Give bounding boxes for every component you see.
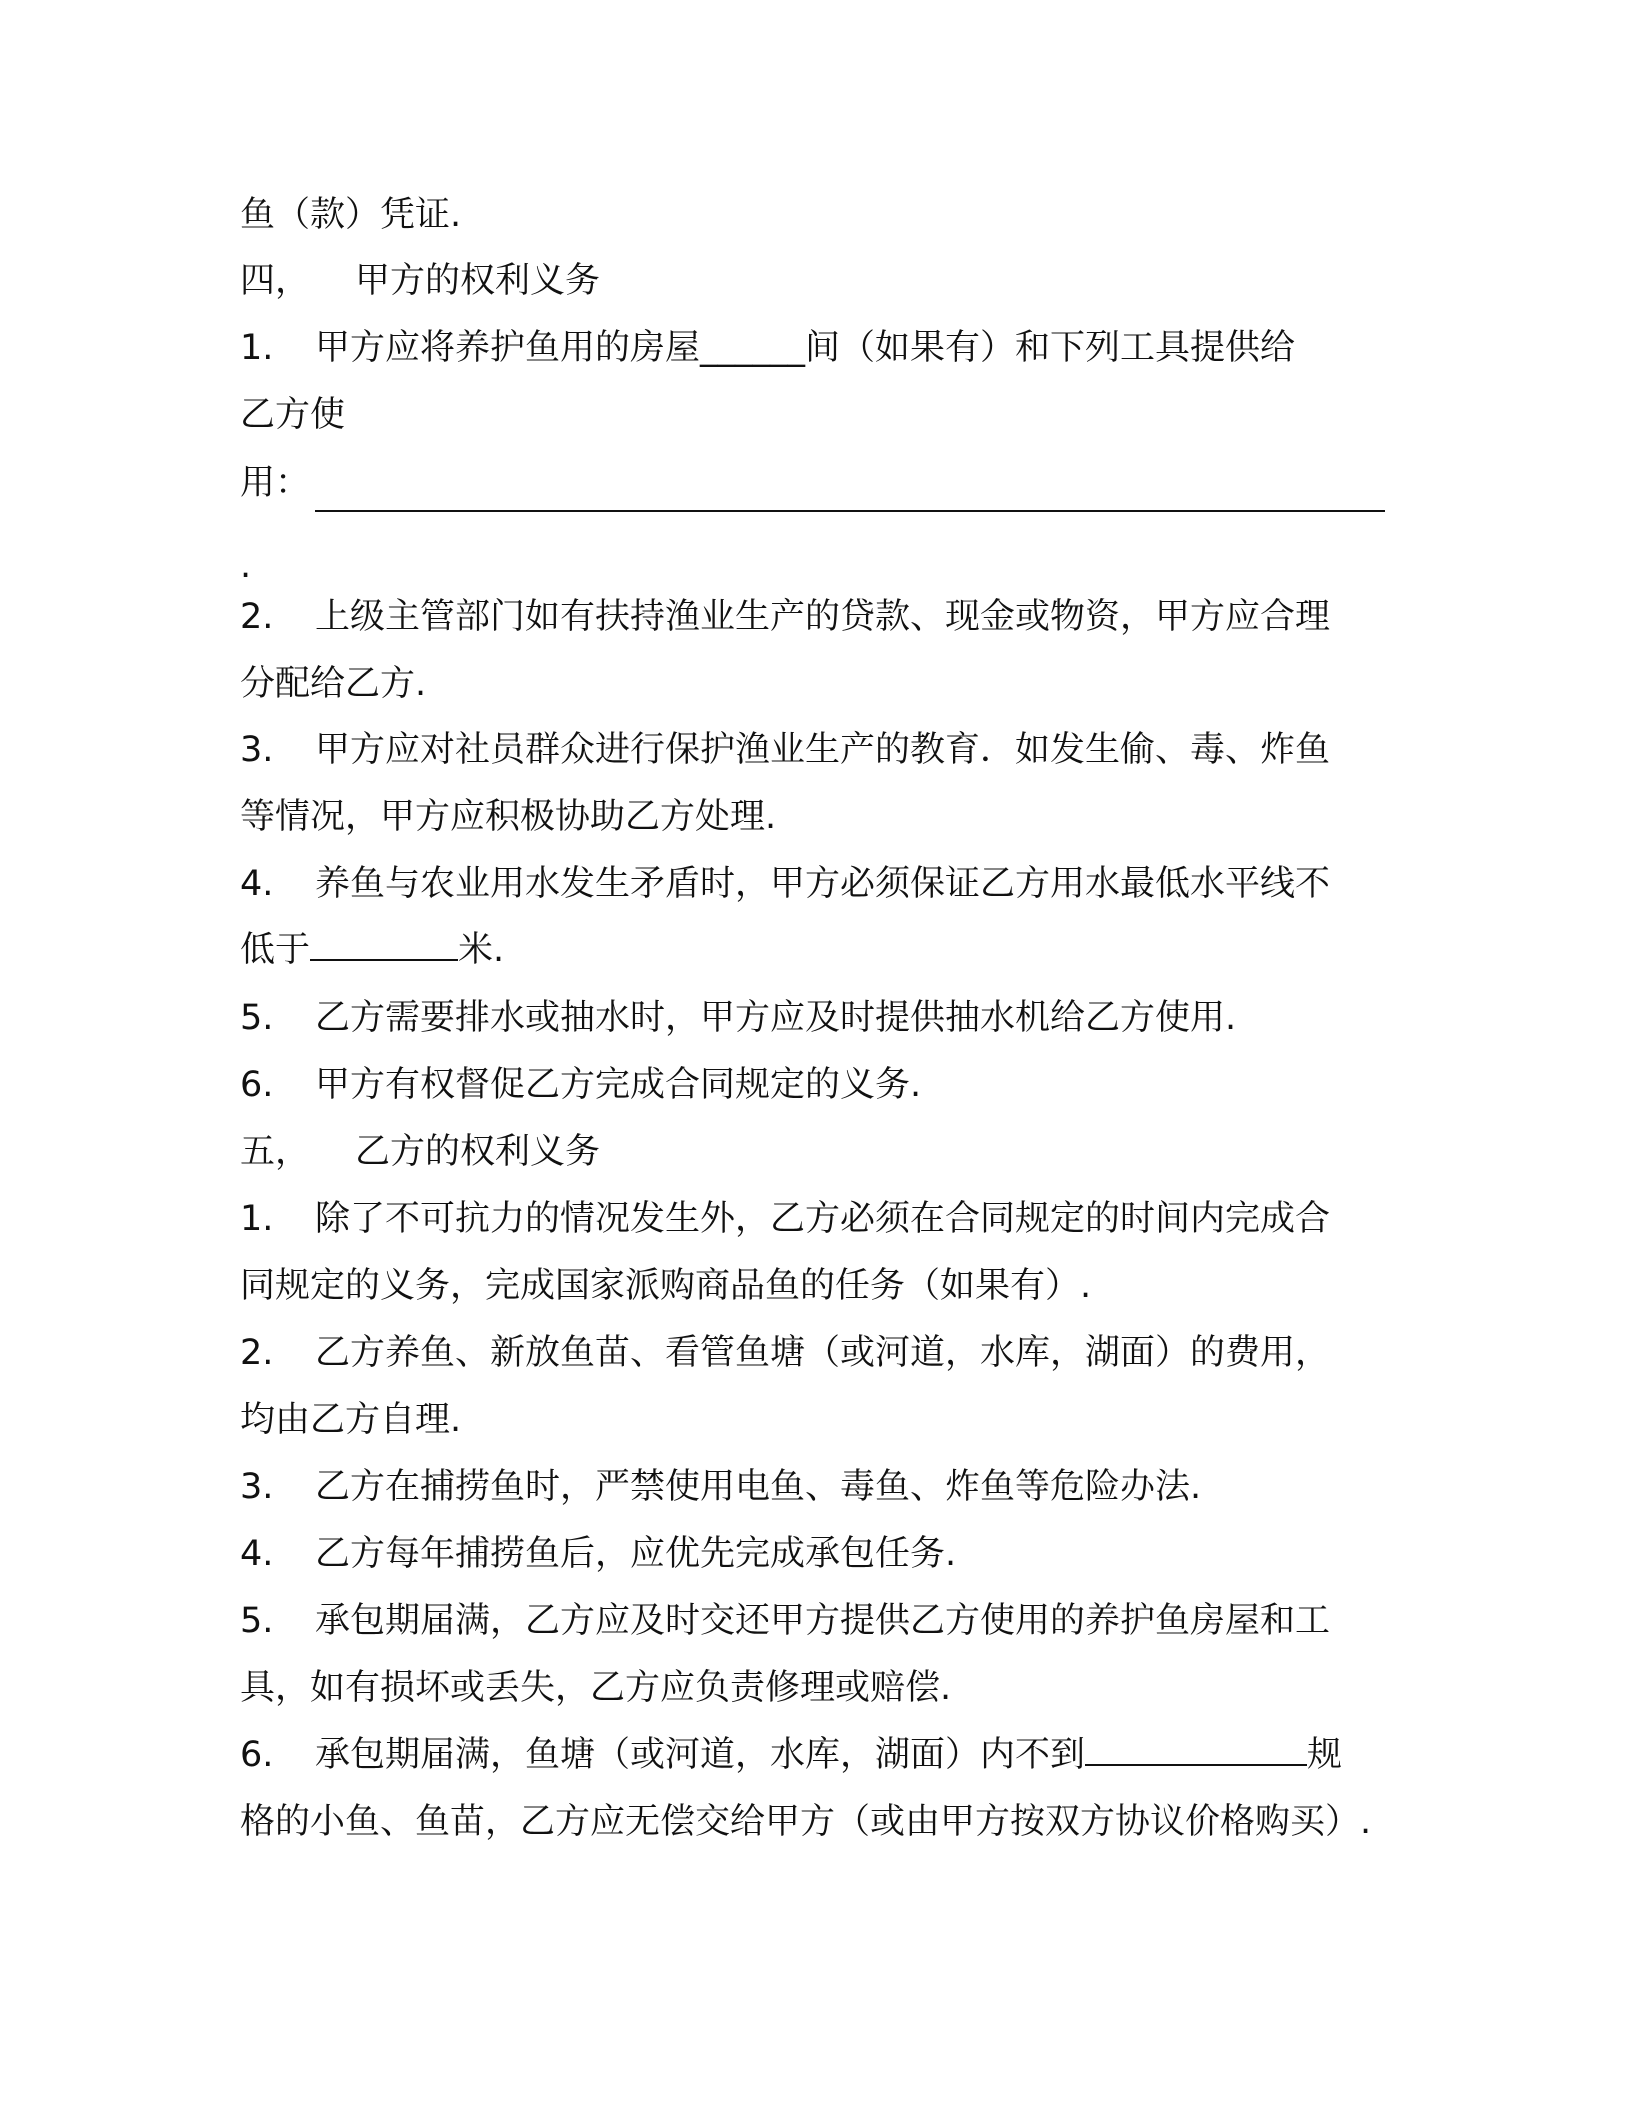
list-item [240,1325,1390,1381]
list-item [240,589,1390,645]
item-text: 甲方有权督促乙方完成合同规定的义务. [315,1065,922,1105]
fill-in-blank-line [1085,1730,1307,1766]
list-item [240,856,1390,912]
item-number: 3. [240,730,274,770]
paragraph-text: 低于 [240,930,311,970]
paragraph-text: 格的小鱼、鱼苗，乙方应无偿交给甲方（或由甲方按双方协议价格购买）. [240,1802,1372,1842]
item-number: 2. [240,1333,274,1373]
text-line [240,922,1390,978]
item-number: 4. [240,864,274,904]
item-number: 4. [240,1534,274,1574]
section-heading [240,1124,1390,1180]
item-number: 5. [240,998,274,1038]
paragraph-text: . [240,546,252,586]
text-line [240,1392,1390,1448]
list-item [240,1057,1390,1113]
text-line [240,538,251,594]
item-text: 乙方养鱼、新放鱼苗、看管鱼塘（或河道，水库，湖面）的费用， [315,1333,1331,1373]
paragraph-text: 乙方使 [240,395,346,435]
item-text: 除了不可抗力的情况发生外，乙方必须在合同规定的时间内完成合 [315,1199,1331,1239]
text-line [240,455,1390,511]
paragraph-text: 具，如有损坏或丢失，乙方应负责修理或赔偿. [240,1668,952,1708]
item-text: 上级主管部门如有扶持渔业生产的贷款、现金或物资，甲方应合理 [315,597,1331,637]
list-item [240,1593,1390,1649]
text-line [240,1258,1390,1314]
list-item [240,722,1390,778]
item-number: 6. [240,1735,274,1775]
item-text: 承包期届满，乙方应及时交还甲方提供乙方使用的养护鱼房屋和工 [315,1601,1331,1641]
text-line [240,656,1390,712]
paragraph-text: 等情况，甲方应积极协助乙方处理. [240,797,777,837]
paragraph-text: 分配给乙方. [240,664,427,704]
text-line [240,1660,1390,1716]
item-number: 2. [240,597,274,637]
fill-in-blank-line [310,925,458,961]
list-item [240,1727,1390,1783]
item-text: 规 [1307,1735,1343,1775]
text-line [240,1794,1390,1850]
text-line [240,789,1390,845]
paragraph-text: 同规定的义务，完成国家派购商品鱼的任务（如果有）. [240,1266,1092,1306]
list-item [240,1526,1390,1582]
item-text: 养鱼与农业用水发生矛盾时，甲方必须保证乙方用水最低水平线不 [315,864,1331,904]
item-text: 乙方在捕捞鱼时，严禁使用电鱼、毒鱼、炸鱼等危险办法. [315,1467,1202,1507]
text-line [240,187,1390,243]
item-text: 承包期届满，鱼塘（或河道，水库，湖面）内不到 [315,1735,1086,1775]
section-heading [240,253,1390,309]
paragraph-text: 用： [240,463,311,503]
list-item [240,990,1390,1046]
section-title: 乙方的权利义务 [355,1132,601,1172]
section-number: 四， [240,261,311,301]
text-line [240,387,1390,443]
item-number: 3. [240,1467,274,1507]
section-title: 甲方的权利义务 [355,261,601,301]
fill-in-blank-line [315,510,1385,512]
item-text: 乙方需要排水或抽水时，甲方应及时提供抽水机给乙方使用. [315,998,1237,1038]
item-number: 1. [240,1199,274,1239]
item-number: 5. [240,1601,274,1641]
item-number: 1. [240,328,274,368]
paragraph-text: 均由乙方自理. [240,1400,462,1440]
list-item [240,1191,1390,1247]
paragraph-text: 米. [458,930,505,970]
item-text: 甲方应将养护鱼用的房屋______间（如果有）和下列工具提供给 [315,328,1296,368]
item-number: 6. [240,1065,274,1105]
section-number: 五， [240,1132,311,1172]
paragraph-text: 鱼（款）凭证. [240,195,462,235]
item-text: 乙方每年捕捞鱼后，应优先完成承包任务. [315,1534,957,1574]
list-item [240,1459,1390,1515]
list-item [240,320,1390,376]
item-text: 甲方应对社员群众进行保护渔业生产的教育．如发生偷、毒、炸鱼 [315,730,1331,770]
